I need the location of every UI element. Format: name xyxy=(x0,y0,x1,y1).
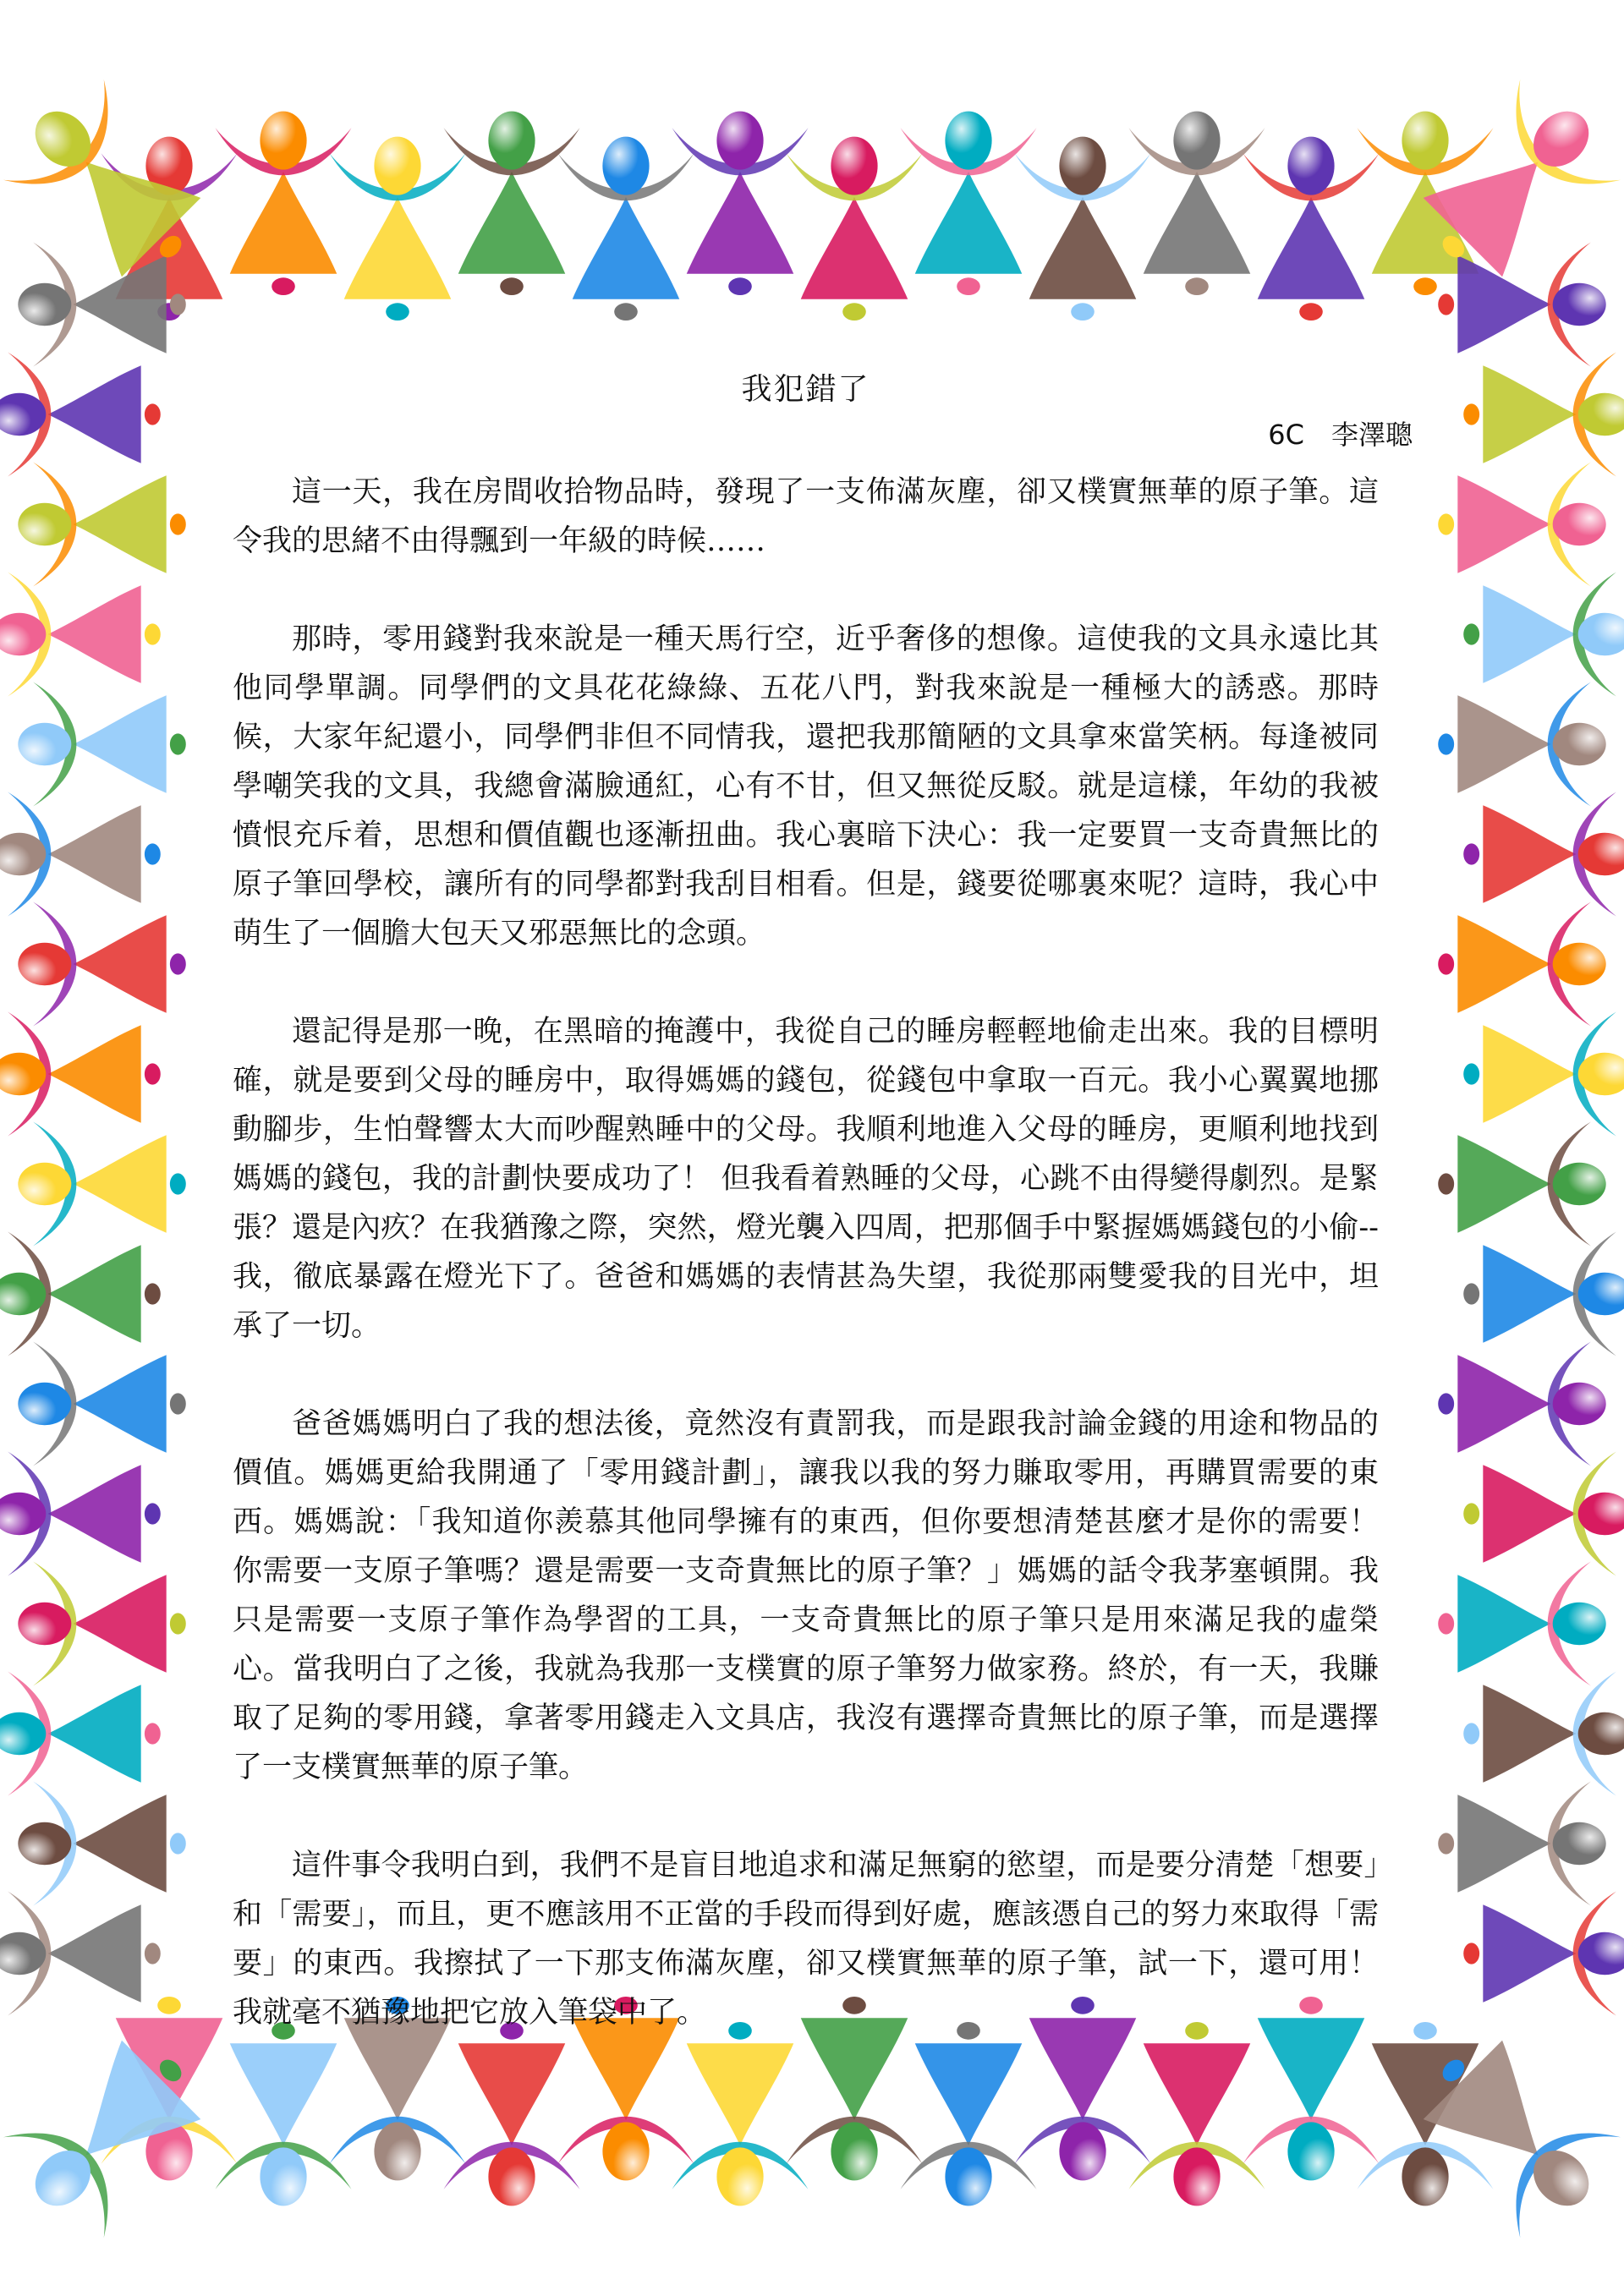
dancer-figure xyxy=(18,1562,185,1686)
dancer-figure xyxy=(901,112,1037,295)
dancer-figure xyxy=(444,2022,580,2206)
dancer-figure xyxy=(1463,353,1624,477)
dancer-figure xyxy=(1129,2022,1265,2206)
dancer-figure xyxy=(1438,1122,1605,1247)
dancer-figure xyxy=(0,353,161,477)
dancer-figure xyxy=(1463,1892,1624,2016)
dancer-figure xyxy=(18,682,185,807)
dancer-figure xyxy=(1438,682,1605,807)
dancer-figure xyxy=(1463,792,1624,917)
dancer-figure xyxy=(0,792,161,917)
dancer-figure xyxy=(0,1672,161,1796)
dancer-figure xyxy=(330,137,466,321)
dancer-figure xyxy=(18,243,185,367)
dancer-figure xyxy=(901,2022,1037,2206)
dancer-figure xyxy=(0,1892,161,2016)
dancer-figure xyxy=(1438,463,1605,587)
dancer-figure xyxy=(672,2022,809,2206)
dancer-figure xyxy=(18,1782,185,1906)
dancer-figure xyxy=(787,137,923,321)
dancer-figure xyxy=(18,902,185,1027)
essay-paragraph-5: 這件事令我明白到，我們不是盲目地追求和滿足無窮的慾望，而是要分清楚「想要」和「需要」，而且，更不應該用不正當的手段而得到好處，應該憑自己的努力來取得「需要」的東西。我擦拭了一下那支佈滿灰塵，卻又樸實無華的原子筆，試一下，還可用！ 我就毫不猶豫地把它放入筆袋中了。 xyxy=(233,1849,1379,2030)
dancer-figure xyxy=(1463,573,1624,697)
essay xyxy=(233,355,1413,2038)
dancer-figure xyxy=(18,463,185,587)
dancer-figure xyxy=(1438,1342,1605,1466)
essay-paragraph-1: 這一天，我在房間收拾物品時，發現了一支佈滿灰塵，卻又樸實無華的原子筆。這令我的思緒不由得飄到一年級的時候…… xyxy=(233,475,1379,558)
essay-paragraph-3: 還記得是那一晚，在黑暗的掩護中，我從自己的睡房輕輕地偷走出來。我的目標明確，就是要到父母的睡房中，取得媽媽的錢包，從錢包中拿取一百元。我小心翼翼地挪動腳步，生怕聲響太大而吵醒熟睡中的父母。我順利地進入父母的睡房，更順利地找到媽媽的錢包，我的計劃快要成功了！ 但我看着熟睡的父母，心跳不由得變得劇烈。是緊張？還是內疚？在我猶豫之際，突然，燈光襲入四周，把那個手中緊握媽媽錢包的小偷--我，徹底暴露在燈光下了。爸爸和媽媽的表情甚為失望，我從那兩雙愛我的目光中，坦承了一切。 xyxy=(233,1015,1379,1343)
essay-author: 6C 李澤聰 xyxy=(1268,419,1413,451)
dancer-figure xyxy=(0,1232,161,1356)
dancer-figure xyxy=(672,112,809,295)
dancer-figure xyxy=(1438,243,1605,367)
dancer-figure xyxy=(18,1342,185,1466)
dancer-figure xyxy=(0,1012,161,1137)
essay-paragraph-4: 爸爸媽媽明白了我的想法後，竟然沒有責罰我，而是跟我討論金錢的用途和物品的價值。媽媽更給我開通了「零用錢計劃」，讓我以我的努力賺取零用，再購買需要的東西。媽媽說：「我知道你羨慕其他同學擁有的東西，但你要想清楚甚麼才是你的需要！ 你需要一支原子筆嗎？還是需要一支奇貴無比的原子筆？」媽媽的話令我茅塞頓開。我只是需要一支原子筆作為學習的工具，一支奇貴無比的原子筆只是用來滿足我的虛榮心。當我明白了之後，我就為我那一支樸實的原子筆努力做家務。終於，有一天，我賺取了足夠的零用錢，拿著零用錢走入文具店，我沒有選擇奇貴無比的原子筆，而是選擇了一支樸實無華的原子筆。 xyxy=(233,1407,1379,1784)
dancer-figure xyxy=(18,1122,185,1247)
essay-paragraph-2: 那時，零用錢對我來說是一種天馬行空，近乎奢侈的想像。這使我的文具永遠比其他同學單調。同學們的文具花花綠綠、五花八門，對我來說是一種極大的誘惑。那時候，大家年紀還小，同學們非但不同情我，還把我那簡陋的文具拿來當笑柄。每逢被同學嘲笑我的文具，我總會滿臉通紅，心有不甘，但又無從反駁。就是這樣，年幼的我被憤恨充斥着，思想和價值觀也逐漸扭曲。我心裏暗下決心：我一定要買一支奇貴無比的原子筆回學校，讓所有的同學都對我刮目相看。但是，錢要從哪裏來呢？這時，我心中萌生了一個膽大包天又邪惡無比的念頭。 xyxy=(233,622,1379,951)
dancer-figure xyxy=(1129,112,1265,295)
dancer-figure xyxy=(558,137,694,321)
dancer-figure xyxy=(1463,1012,1624,1137)
dancer-figure xyxy=(1438,1782,1605,1906)
dancer-figure xyxy=(1015,137,1151,321)
dancer-figure xyxy=(1463,1452,1624,1576)
dancer-figure xyxy=(216,2022,352,2206)
dancer-figure xyxy=(216,112,352,295)
dancer-figure xyxy=(1438,1562,1605,1686)
essay-title: 我犯錯了 xyxy=(741,372,870,407)
dancer-figure xyxy=(0,573,161,697)
dancer-figure xyxy=(1463,1672,1624,1796)
dancer-figure xyxy=(0,1452,161,1576)
dancer-figure xyxy=(1463,1232,1624,1356)
dancer-figure xyxy=(1243,137,1380,321)
dancer-figure xyxy=(444,112,580,295)
dancer-figure xyxy=(1438,902,1605,1027)
